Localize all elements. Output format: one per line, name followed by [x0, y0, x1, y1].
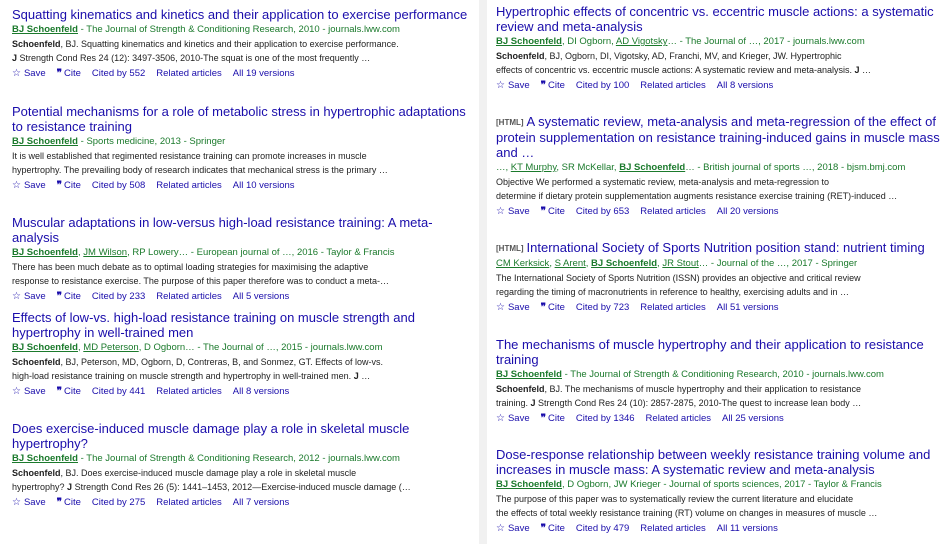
star-icon: ☆: [12, 180, 21, 191]
snippet-line: [12, 274, 478, 288]
snippet-text: Schoenfeld: [12, 468, 61, 478]
all-versions-link[interactable]: All 20 versions: [716, 206, 779, 217]
snippet-text: Schoenfeld: [12, 357, 61, 367]
cite-button[interactable]: [541, 412, 565, 425]
result-item: [12, 310, 478, 398]
snippet-line: [496, 396, 950, 410]
snippet-line: [12, 51, 478, 65]
result-item: [496, 447, 950, 535]
snippet-line: [12, 480, 478, 494]
snippet-text: response to resistance exercise. The purpose of this paper therefore was to conduct a meta-…: [12, 276, 390, 286]
save-label: Save: [507, 80, 530, 91]
snippet-text: J: [530, 398, 536, 408]
result-title-link[interactable]: [12, 310, 478, 340]
snippet-text: It is well established that regimented resistance training can promote increases in muscle: [12, 151, 367, 161]
meta-text: - Sports medicine, 2013 - Springer: [78, 136, 226, 147]
all-versions-link[interactable]: All 51 versions: [716, 302, 779, 313]
snippet-text: determine if dietary protein supplementation augments resistance exercise training (RET)-induced …: [496, 191, 898, 201]
snippet-text: , BJ. Squatting kinematics and kinetics and their application to exercise performance.: [60, 39, 399, 49]
snippet-text: Strength Cond Res 24 (10): 2857-2875, 2010-The quest to increase lean body …: [535, 398, 862, 408]
snippet-text: , BJ. The mechanisms of muscle hypertrophy and their application to resistance: [544, 384, 862, 394]
cite-button[interactable]: [57, 67, 81, 80]
snippet-line: [496, 271, 950, 285]
star-icon: ☆: [496, 80, 505, 91]
result-snippet: [496, 492, 950, 520]
meta-text: …,: [496, 162, 511, 173]
author-link[interactable]: BJ Schoenfeld: [591, 258, 658, 269]
snippet-line: [496, 189, 950, 203]
related-articles-link[interactable]: Related articles: [640, 80, 706, 91]
cited-by-link[interactable]: Cited by 479: [575, 523, 630, 534]
author-link[interactable]: AD Vigotsky: [615, 36, 668, 47]
result-meta: [12, 246, 478, 259]
snippet-text: Strength Cond Res 26 (5): 1441–1453, 2012—Exercise-induced muscle damage (…: [72, 482, 411, 492]
format-tag: [HTML]: [496, 244, 524, 253]
cited-by-link[interactable]: Cited by 1346: [575, 413, 635, 424]
save-label: Save: [23, 180, 46, 191]
snippet-text: training.: [496, 398, 531, 408]
cited-by-link[interactable]: Cited by 100: [575, 80, 630, 91]
save-button[interactable]: [12, 385, 46, 398]
meta-text: , D Ogborn… - The Journal of …, 2015 - journals.lww.com: [138, 342, 383, 353]
snippet-text: Objective We performed a systematic review, meta-analysis and meta-regression to: [496, 177, 829, 187]
snippet-text: , BJ, Ogborn, DI, Vigotsky, AD, Franchi, MV, and Krieger, JW. Hypertrophic: [544, 51, 842, 61]
author-link[interactable]: JM Wilson: [83, 247, 128, 258]
result-meta: [496, 368, 950, 381]
snippet-text: effects of concentric vs. eccentric muscle actions: A systematic review and meta-analysis.: [496, 65, 855, 75]
star-icon: ☆: [496, 206, 505, 217]
all-versions-link[interactable]: All 8 versions: [232, 386, 290, 397]
cited-by-link[interactable]: Cited by 441: [91, 386, 146, 397]
related-articles-link[interactable]: Related articles: [156, 291, 222, 302]
all-versions-link[interactable]: All 5 versions: [232, 291, 290, 302]
result-title-text[interactable]: Potential mechanisms for a role of metabolic stress in hypertrophic adaptations to resistance training: [12, 104, 466, 134]
author-link[interactable]: BJ Schoenfeld: [12, 342, 78, 353]
cite-label: Cite: [64, 180, 81, 191]
meta-text: , DI Ogborn,: [562, 36, 616, 47]
all-versions-link[interactable]: All 11 versions: [716, 523, 778, 534]
save-button[interactable]: [12, 290, 46, 303]
save-label: Save: [507, 302, 530, 313]
related-articles-link[interactable]: Related articles: [640, 523, 706, 534]
quote-icon: ❞: [56, 68, 62, 79]
snippet-text: regarding the timing of macronutrients in reference to healthy, exercising adults and in …: [496, 287, 850, 297]
result-snippet: [12, 466, 478, 494]
cite-label: Cite: [64, 497, 81, 508]
related-articles-link[interactable]: Related articles: [156, 497, 222, 508]
result-title-link[interactable]: [12, 421, 478, 451]
snippet-line: [12, 260, 478, 274]
result-title-link[interactable]: [496, 114, 950, 160]
star-icon: ☆: [496, 413, 505, 424]
snippet-text: hypertrophy?: [12, 482, 68, 492]
meta-text: , SR McKellar,: [556, 162, 620, 173]
cite-button[interactable]: [541, 205, 565, 218]
cite-label: Cite: [548, 523, 565, 534]
snippet-line: [496, 382, 950, 396]
save-button[interactable]: [12, 496, 46, 509]
author-link[interactable]: BJ Schoenfeld: [496, 36, 562, 47]
save-button[interactable]: [496, 301, 530, 314]
meta-text: ,: [657, 258, 663, 269]
save-button[interactable]: [496, 522, 530, 535]
result-actions: [496, 205, 950, 218]
result-actions: [496, 79, 950, 92]
cite-label: Cite: [548, 413, 565, 424]
quote-icon: ❞: [56, 497, 62, 508]
result-item: [12, 421, 478, 509]
meta-text: ,: [549, 258, 555, 269]
result-actions: [12, 385, 478, 398]
cite-button[interactable]: [57, 496, 81, 509]
snippet-text: high-load resistance training on muscle strength and hypertrophy in well-trained men.: [12, 371, 354, 381]
related-articles-link[interactable]: Related articles: [640, 302, 706, 313]
author-link[interactable]: BJ Schoenfeld: [12, 453, 78, 464]
result-snippet: [12, 37, 478, 65]
snippet-text: There has been much debate as to optimal loading strategies for maximising the adaptive: [12, 262, 369, 272]
cite-label: Cite: [64, 291, 81, 302]
quote-icon: ❞: [540, 523, 546, 534]
cite-label: Cite: [548, 302, 565, 313]
result-snippet: [496, 175, 950, 203]
snippet-text: J: [67, 482, 73, 492]
author-link[interactable]: BJ Schoenfeld: [12, 247, 78, 258]
cite-button[interactable]: [541, 522, 565, 535]
save-button[interactable]: [496, 412, 530, 425]
meta-text: ,: [78, 247, 84, 258]
meta-text: , RP Lowery… - European journal of …, 2016 - Taylor & Francis: [127, 247, 395, 258]
snippet-line: [12, 355, 478, 369]
result-snippet: [12, 355, 478, 383]
save-label: Save: [23, 68, 46, 79]
quote-icon: ❞: [56, 386, 62, 397]
all-versions-link[interactable]: All 25 versions: [722, 413, 784, 424]
star-icon: ☆: [496, 302, 505, 313]
snippet-line: [496, 506, 950, 520]
snippet-text: Strength Cond Res 24 (12): 3497-3506, 2010-The squat is one of the most frequently …: [17, 53, 371, 63]
snippet-line: [12, 163, 478, 177]
save-label: Save: [507, 206, 530, 217]
column-divider: [479, 0, 487, 544]
snippet-line: [496, 285, 950, 299]
result-item: [496, 114, 950, 218]
snippet-text: Schoenfeld: [496, 51, 545, 61]
meta-text: ,: [78, 342, 84, 353]
result-title-text[interactable]: Effects of low-vs. high-load resistance training on muscle strength and hypertrophy in well-trained men: [12, 310, 415, 340]
snippet-line: [496, 63, 950, 77]
snippet-text: , BJ, Peterson, MD, Ogborn, D, Contreras, B, and Sonmez, GT. Effects of low-vs.: [60, 357, 383, 367]
result-item: [496, 337, 950, 425]
save-label: Save: [23, 386, 46, 397]
result-title-text[interactable]: Muscular adaptations in low-versus high-load resistance training: A meta-analysis: [12, 215, 433, 245]
result-title-link[interactable]: [496, 240, 950, 256]
related-articles-link[interactable]: Related articles: [640, 206, 706, 217]
snippet-text: Schoenfeld: [12, 39, 61, 49]
snippet-text: J: [353, 371, 359, 381]
author-link[interactable]: KT Murphy: [510, 162, 557, 173]
author-link[interactable]: BJ Schoenfeld: [12, 24, 78, 35]
save-label: Save: [507, 413, 530, 424]
cite-button[interactable]: [57, 179, 81, 192]
save-button[interactable]: [496, 205, 530, 218]
related-articles-link[interactable]: Related articles: [156, 180, 222, 191]
star-icon: ☆: [12, 386, 21, 397]
snippet-line: [12, 149, 478, 163]
result-title-link[interactable]: [12, 215, 478, 245]
result-title-link[interactable]: [12, 7, 478, 22]
save-button[interactable]: [12, 67, 46, 80]
quote-icon: ❞: [540, 302, 546, 313]
star-icon: ☆: [496, 523, 505, 534]
meta-text: - The Journal of Strength & Conditioning Research, 2010 - journals.lww.com: [78, 24, 400, 35]
result-item: [496, 4, 950, 92]
all-versions-link[interactable]: All 7 versions: [232, 497, 290, 508]
result-title-link[interactable]: [496, 337, 950, 367]
snippet-line: [12, 466, 478, 480]
snippet-text: …: [358, 371, 371, 381]
result-title-text[interactable]: International Society of Sports Nutrition position stand: nutrient timing: [526, 240, 925, 255]
quote-icon: ❞: [56, 180, 62, 191]
cite-label: Cite: [548, 80, 565, 91]
result-title-link[interactable]: [496, 447, 950, 477]
cite-button[interactable]: [57, 290, 81, 303]
cite-button[interactable]: [541, 301, 565, 314]
author-link[interactable]: BJ Schoenfeld: [619, 162, 686, 173]
result-snippet: [496, 49, 950, 77]
result-title-text[interactable]: Dose-response relationship between weekly resistance training volume and increases in muscle mass: A systematic review and meta-analysis: [496, 447, 931, 477]
save-button[interactable]: [12, 179, 46, 192]
result-actions: [12, 179, 478, 192]
author-link[interactable]: CM Kerksick: [496, 258, 550, 269]
author-link[interactable]: BJ Schoenfeld: [496, 369, 562, 380]
result-snippet: [496, 271, 950, 299]
meta-text: … - British journal of sports …, 2018 - bjsm.bmj.com: [685, 162, 906, 173]
all-versions-link[interactable]: All 10 versions: [232, 180, 295, 191]
result-title-link[interactable]: [496, 4, 950, 34]
cite-label: Cite: [64, 68, 81, 79]
result-title-text[interactable]: Hypertrophic effects of concentric vs. eccentric muscle actions: a systematic review and meta-analysis: [496, 4, 934, 34]
cite-label: Cite: [548, 206, 565, 217]
star-icon: ☆: [12, 291, 21, 302]
result-snippet: [496, 382, 950, 410]
result-meta: [12, 23, 478, 36]
related-articles-link[interactable]: Related articles: [645, 413, 712, 424]
save-label: Save: [23, 497, 46, 508]
cited-by-link[interactable]: Cited by 552: [91, 68, 146, 79]
snippet-line: [496, 175, 950, 189]
snippet-text: hypertrophy. The prevailing body of research indicates that mechanical stress is the primary …: [12, 165, 388, 175]
meta-text: , D Ogborn, JW Krieger - Journal of sports sciences, 2017 - Taylor & Francis: [562, 479, 882, 490]
author-link[interactable]: BJ Schoenfeld: [12, 136, 78, 147]
related-articles-link[interactable]: Related articles: [156, 386, 222, 397]
meta-text: - The Journal of Strength & Conditioning Research, 2012 - journals.lww.com: [78, 453, 400, 464]
snippet-text: , BJ. Does exercise-induced muscle damage play a role in skeletal muscle: [60, 468, 357, 478]
result-title-text[interactable]: A systematic review, meta-analysis and meta-regression of the effect of protein supplementation on resistance training-induced gains in muscle mass and …: [496, 114, 940, 160]
author-link[interactable]: BJ Schoenfeld: [496, 479, 562, 490]
snippet-line: [12, 369, 478, 383]
related-articles-link[interactable]: Related articles: [156, 68, 222, 79]
save-label: Save: [23, 291, 46, 302]
save-button[interactable]: [496, 79, 530, 92]
quote-icon: ❞: [56, 291, 62, 302]
result-actions: [496, 301, 950, 314]
result-snippet: [12, 260, 478, 288]
all-versions-link[interactable]: All 19 versions: [232, 68, 295, 79]
all-versions-link[interactable]: All 8 versions: [716, 80, 774, 91]
snippet-text: J: [854, 65, 860, 75]
snippet-text: Schoenfeld: [496, 384, 545, 394]
cite-button[interactable]: [57, 385, 81, 398]
cited-by-link[interactable]: Cited by 723: [575, 302, 630, 313]
result-meta: [496, 161, 950, 174]
result-meta: [12, 452, 478, 465]
author-link[interactable]: JR Stout: [662, 258, 699, 269]
meta-text: … - Journal of the …, 2017 - Springer: [698, 258, 858, 269]
snippet-text: J: [12, 53, 18, 63]
cited-by-link[interactable]: Cited by 233: [91, 291, 146, 302]
snippet-line: [496, 492, 950, 506]
result-meta: [12, 341, 478, 354]
result-meta: [496, 257, 950, 270]
meta-text: - The Journal of Strength & Conditioning Research, 2010 - journals.lww.com: [562, 369, 884, 380]
quote-icon: ❞: [540, 413, 546, 424]
result-title-text[interactable]: The mechanisms of muscle hypertrophy and their application to resistance training: [496, 337, 924, 367]
result-actions: [12, 290, 478, 303]
result-meta: [496, 35, 950, 48]
meta-text: ,: [585, 258, 592, 269]
author-link[interactable]: MD Peterson: [83, 342, 139, 353]
snippet-text: the effects of total weekly resistance training (RT) volume on changes in measures of muscle …: [496, 508, 878, 518]
author-link[interactable]: S Arent: [554, 258, 586, 269]
result-meta: [12, 135, 478, 148]
result-meta: [496, 478, 950, 491]
result-snippet: [12, 149, 478, 177]
result-title-text[interactable]: Does exercise-induced muscle damage play a role in skeletal muscle hypertrophy?: [12, 421, 410, 451]
result-actions: [496, 522, 950, 535]
quote-icon: ❞: [540, 206, 546, 217]
cite-label: Cite: [64, 386, 81, 397]
result-title-text[interactable]: Squatting kinematics and kinetics and their application to exercise performance: [12, 7, 468, 22]
star-icon: ☆: [12, 497, 21, 508]
result-actions: [12, 496, 478, 509]
quote-icon: ❞: [540, 80, 546, 91]
result-title-link[interactable]: [12, 104, 478, 134]
snippet-line: [496, 49, 950, 63]
cited-by-link[interactable]: Cited by 653: [575, 206, 630, 217]
meta-text: … - The Journal of …, 2017 - journals.lww.com: [667, 36, 865, 47]
result-actions: [12, 67, 478, 80]
save-label: Save: [507, 523, 530, 534]
format-tag: [HTML]: [496, 118, 524, 127]
result-item: [496, 240, 950, 314]
star-icon: ☆: [12, 68, 21, 79]
cited-by-link[interactable]: Cited by 275: [91, 497, 146, 508]
result-item: [12, 104, 478, 192]
cited-by-link[interactable]: Cited by 508: [91, 180, 146, 191]
snippet-text: The International Society of Sports Nutrition (ISSN) provides an objective and critical review: [496, 273, 861, 283]
snippet-text: The purpose of this paper was to systematically review the current literature and elucidate: [496, 494, 854, 504]
snippet-text: …: [859, 65, 872, 75]
result-item: [12, 7, 478, 80]
result-actions: [496, 412, 950, 425]
snippet-line: [12, 37, 478, 51]
result-item: [12, 215, 478, 303]
cite-button[interactable]: [541, 79, 565, 92]
